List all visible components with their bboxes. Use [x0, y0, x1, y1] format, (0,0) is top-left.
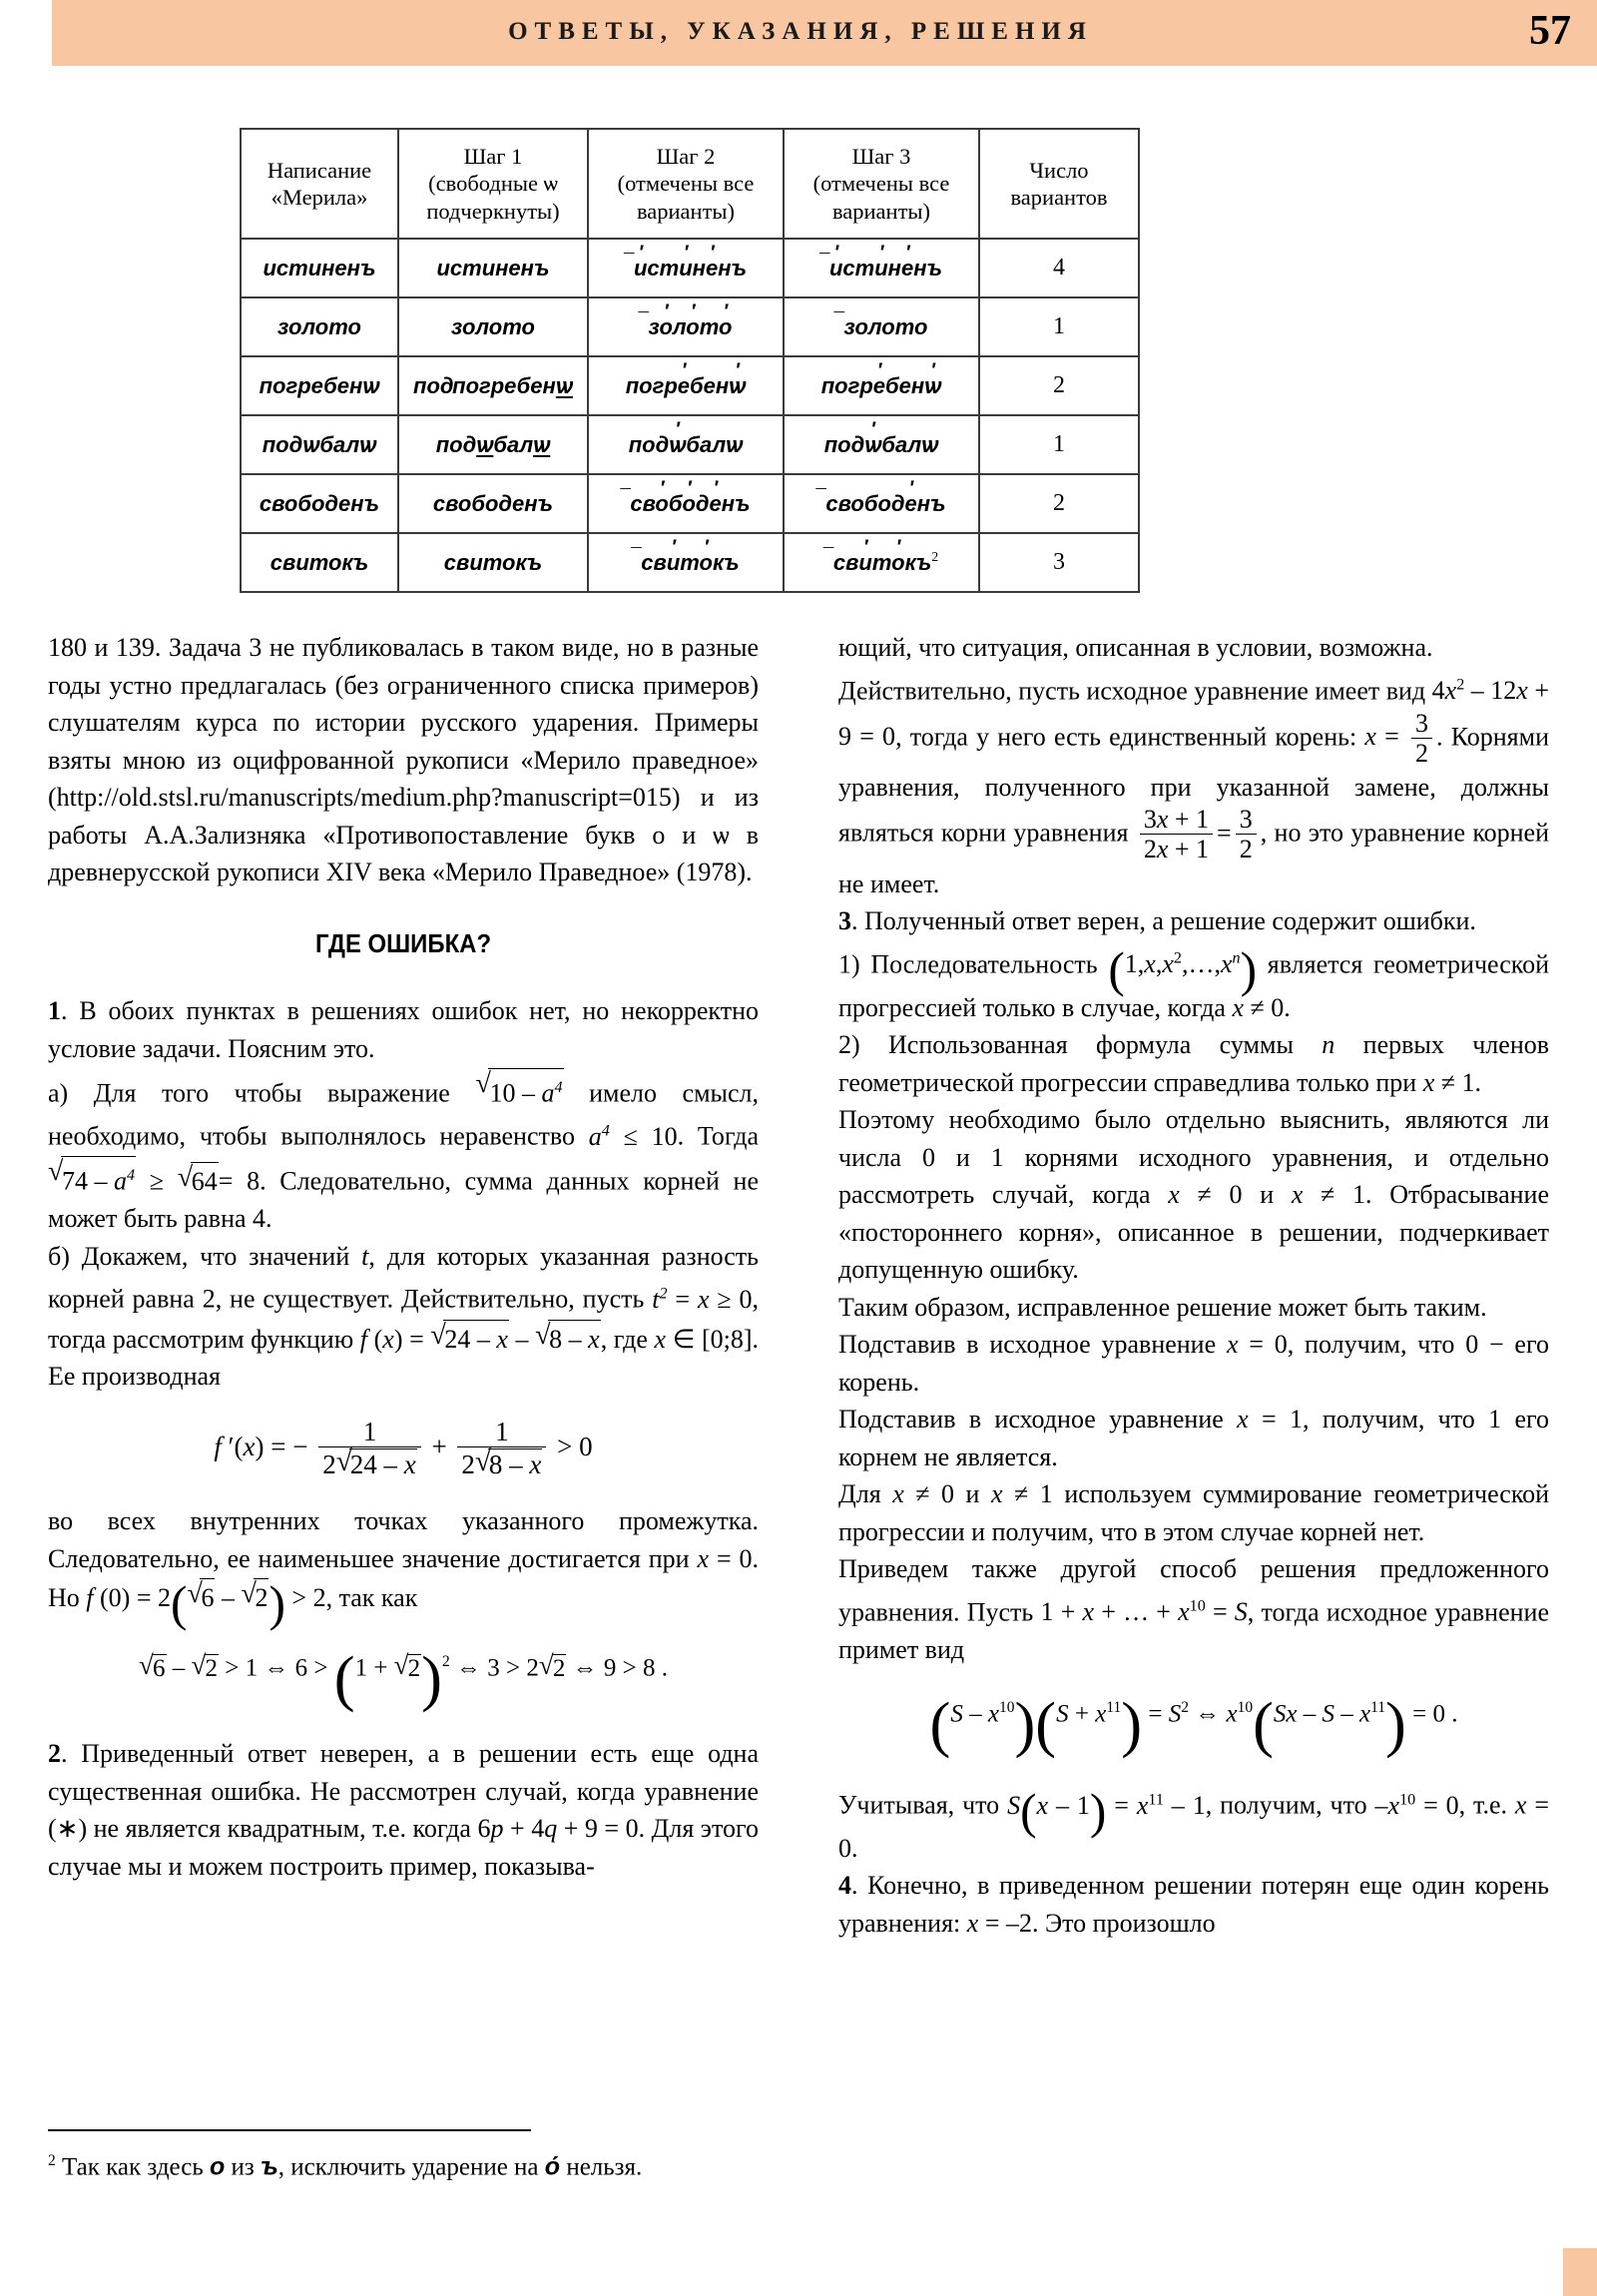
numerator: 1	[362, 1416, 377, 1446]
cell-step2: погре ′бенѡ ′	[588, 356, 784, 415]
item-number: 3	[838, 906, 851, 936]
cell-step2: подѡ ′балѡ	[588, 415, 784, 474]
cell-step3: погре ′бенѡ ′	[784, 356, 979, 415]
text-run: , получим, что 0 − его корень.	[838, 1330, 1549, 1397]
fraction-equation	[1136, 805, 1261, 864]
numerator: 3	[1415, 708, 1429, 738]
text-run: , получим, что	[1205, 1790, 1367, 1820]
footnote	[48, 2142, 759, 2185]
x-value: x = 0	[838, 1790, 1550, 1863]
paragraph-substitute-0	[838, 1326, 1549, 1401]
header-line: варианты)	[636, 198, 736, 224]
cell-form: погребенѡ	[241, 356, 398, 415]
sequence-expression: $(1,x,x^2,\dots,x^n)$	[1108, 942, 1258, 998]
text-run: , т.е.	[1458, 1790, 1508, 1820]
cell-step1: подѡбалѡ	[398, 415, 588, 474]
glyph-yer: ъ	[261, 2152, 278, 2181]
cell-form: свитокъ	[241, 533, 398, 592]
text-run: , тогда рассмотрим функцию	[48, 1285, 759, 1354]
text-run: . Но	[48, 1543, 759, 1613]
cell-count: 2	[979, 474, 1139, 533]
text-run: является геометрической прогрессией только в случае, когда	[838, 949, 1550, 1022]
text-run: = 8	[218, 1166, 261, 1196]
text-run: а) Для того чтобы выражение	[48, 1078, 450, 1108]
table-row	[241, 356, 1139, 415]
text-run: . Следовательно, сумма данных корней не может быть равна 4.	[48, 1166, 760, 1234]
fraction	[318, 1417, 420, 1479]
text-run: , так как	[325, 1583, 418, 1613]
page-header-band	[52, 0, 1597, 66]
text-run: во всех внутренних точках указанного промежутка. Следовательно, ее наименьшее значение достигается при	[48, 1506, 759, 1573]
text-run: Для	[838, 1479, 881, 1509]
relation: ⇔ 3 > 2	[456, 1654, 539, 1682]
cell-step1: свободенъ	[398, 474, 588, 533]
equation-chain: √ 6 – √ 2 > 1 ⇔ 6 > (1 + √ 2)$^2$ ⇔ 3 > 2 √ 2 ⇔ 9 > 8 .	[48, 1644, 759, 1713]
header-line: варианты)	[831, 198, 931, 224]
paragraph-considering	[838, 1781, 1549, 1867]
quadratic-condition: 6p + 4q + 9 = 0	[477, 1814, 639, 1844]
cell-step2: ¯ зо ′ло ′то ′	[588, 297, 784, 356]
footnote-separator-rule	[48, 2129, 531, 2131]
equation-big-product: $(S - x^{10})(S + x^{11}) = S^2$ ⇔ $x^{10}(Sx - S - x^{11}) = 0$ .	[929, 1689, 1458, 1760]
text-run: . Это произошло	[1032, 1908, 1216, 1938]
item-body: . Конечно, в приведенном решении потерян еще один корень уравнения:	[838, 1871, 1549, 1938]
cell-step3: ¯ золото	[784, 297, 979, 356]
glyph-o-accented: о́	[544, 2152, 561, 2181]
cell-step2: ¯ сво ′бо ′де ′нъ	[588, 474, 784, 533]
cell-form: истиненъ	[241, 239, 398, 297]
paragraph-thus: Таким образом, исправленное решение может быть таким.	[838, 1292, 1487, 1322]
header-line: Шаг 1	[463, 143, 523, 169]
table-header-cell-step3	[784, 129, 979, 239]
header-line: Написание	[266, 157, 372, 183]
relation: ⇔ 9 > 8	[572, 1654, 656, 1682]
x-value: x = 0	[697, 1543, 753, 1573]
left-text-column	[48, 629, 759, 1885]
function-definition: f (x) = √ 24 – x – √ 8 – x	[360, 1325, 601, 1354]
text-run: . Тогда	[677, 1121, 759, 1151]
page-corner-decoration	[1563, 2248, 1597, 2296]
table-header-row	[241, 129, 1139, 239]
cell-form: свободенъ	[241, 474, 398, 533]
denominator: 2	[1236, 834, 1257, 863]
text-run: из	[225, 2153, 262, 2181]
relation: > 0	[557, 1431, 593, 1461]
mirilo-variants-table	[240, 128, 1140, 593]
header-line: «Мерила»	[270, 185, 368, 210]
text-run: используем суммирование геометрической прогрессии и получим, что в этом случае корней нет.	[838, 1479, 1550, 1546]
quadratic-equation: $4x^2 - 12x + 9 = 0$	[838, 676, 1549, 752]
single-root: x = $\frac{3}{2}$	[1364, 722, 1436, 751]
table-row	[241, 474, 1139, 533]
header-line: (свободные ѡ	[428, 171, 558, 197]
item-number: 1	[48, 996, 61, 1025]
header-line: (отмечены все	[617, 171, 755, 197]
paragraph-after-derivative	[48, 1502, 759, 1631]
result-equation: $-x^{10} = 0$	[1374, 1790, 1459, 1820]
text-run: . Ее производная	[48, 1324, 759, 1392]
text-run: . Корнями уравнения, полученного при указанной замене, должны являться корни уравнения	[838, 722, 1549, 848]
answer-item-3-sub1	[838, 940, 1549, 1026]
page-number: 57	[1529, 8, 1571, 54]
header-line: Шаг 3	[851, 143, 911, 169]
cell-step2: ¯ и ′сти ′не ′нъ	[588, 239, 784, 297]
text-run: 1) Последовательность	[838, 949, 1098, 979]
text-run: и	[965, 1479, 980, 1509]
operator: +	[431, 1431, 447, 1461]
cell-count: 2	[979, 356, 1139, 415]
table-header-cell-step2	[588, 129, 784, 239]
relation: =	[1217, 818, 1232, 848]
footnote-ref: 2	[931, 549, 939, 565]
cell-count: 4	[979, 239, 1139, 297]
header-line: вариантов	[1010, 185, 1108, 210]
condition: x ≠ 0	[892, 1479, 955, 1509]
text-run: , получим, что 1 его корнем не является.	[838, 1405, 1549, 1471]
table-row	[241, 297, 1139, 356]
paragraph-substitute-1	[838, 1401, 1549, 1475]
cell-count: 1	[979, 415, 1139, 474]
sum-definition: 1 + x + … + $x^{10} = S$	[1040, 1597, 1248, 1627]
relation-symbol: ≥	[149, 1166, 165, 1196]
text-run: имело смысл, необходимо, чтобы выполнялось неравенство	[48, 1078, 760, 1151]
answer-item-2	[48, 1735, 759, 1885]
cell-count: 1	[979, 297, 1139, 356]
glyph-o: о	[210, 2152, 226, 2181]
inequality: $a^4 \le 10$	[588, 1121, 678, 1151]
paragraph-indeed	[838, 667, 1549, 903]
condition: x ≠ 1	[1422, 1067, 1475, 1097]
substitution: $t^2 = x \ge 0$	[652, 1285, 753, 1315]
cell-step3: ¯ и ′сти ′не ′нъ	[784, 239, 979, 297]
item-body: . Полученный ответ верен, а решение содержит ошибки.	[851, 906, 1476, 936]
text-run: .	[851, 1833, 858, 1863]
domain: x ∈ [0;8]	[654, 1324, 753, 1354]
text-run: Учитывая, что	[838, 1790, 1000, 1820]
math-variable: n	[1322, 1030, 1335, 1060]
table-row	[241, 239, 1139, 297]
denominator: 2 √ 8 – x	[457, 1446, 546, 1479]
cell-step2: ¯ сви ′то ′къ	[588, 533, 784, 592]
paragraph-therefore	[838, 1101, 1549, 1289]
cell-count: 3	[979, 533, 1139, 592]
paragraph-for-conditions	[838, 1475, 1549, 1550]
text-run: , но это уравнение корней не имеет.	[838, 818, 1550, 898]
cell-step1: золото	[398, 297, 588, 356]
cell-step1: подпогребенѡ	[398, 356, 588, 415]
paragraph-another-method	[838, 1550, 1549, 1668]
text-run: , тогда исходное уравнение примет вид	[838, 1597, 1550, 1664]
text-run: , исключить ударение на	[277, 2153, 545, 2181]
denominator: 2 √ 24 – x	[318, 1446, 420, 1479]
text-run: б) Докажем, что значений	[48, 1241, 350, 1271]
answer-item-1	[48, 992, 759, 1067]
footnote-marker: 2	[48, 2152, 56, 2169]
text-run: нельзя.	[560, 2153, 643, 2181]
page-title: ОТВЕТЫ, УКАЗАНИЯ, РЕШЕНИЯ	[508, 18, 1093, 45]
text-run: , тогда у него есть единственный корень:	[895, 722, 1357, 752]
item-body: . В обоих пунктах в решениях ошибок нет, но некорректно условие задачи. Поясним это.	[48, 996, 759, 1063]
text-run: , где	[600, 1324, 648, 1354]
table-row	[241, 533, 1139, 592]
answer-item-1b	[48, 1238, 759, 1396]
radical-expression: √ 64	[178, 1161, 219, 1201]
table-header-cell-count	[979, 129, 1139, 239]
item-body: . Приведенный ответ неверен, а в решении есть еще одна существенная ошибка. Не рассмотрен случай, когда уравнение (∗) не является квадратным, т.е. когда	[48, 1739, 759, 1844]
fraction	[457, 1417, 546, 1479]
text-run: . Для этого случае мы и можем построить пример, показыва-	[48, 1814, 759, 1881]
numerator: 1	[495, 1416, 509, 1446]
header-line: подчеркнуты)	[426, 198, 560, 224]
answer-item-3-sub2	[838, 1026, 1549, 1101]
table-header-cell-form	[241, 129, 398, 239]
cell-form: подѡбалѡ	[241, 415, 398, 474]
operator: ⇔	[1195, 1700, 1221, 1728]
f0-value: f (0) = 2( √ 6 – √ 2) > 2	[86, 1583, 325, 1612]
item-number: 4	[838, 1871, 851, 1901]
text-run: первых членов геометрической прогрессии справедлива только при	[838, 1030, 1550, 1097]
cell-form: золото	[241, 297, 398, 356]
condition: x ≠ 1	[1291, 1180, 1366, 1210]
item-number: 2	[48, 1739, 61, 1769]
text-run: Подставив в исходное уравнение	[838, 1405, 1224, 1435]
relation: = 0 .	[1412, 1700, 1458, 1728]
section-heading-where-is-the-error: ГДЕ ОШИБКА?	[314, 927, 492, 958]
text-run: .	[1284, 992, 1291, 1022]
condition: x ≠ 0	[1232, 992, 1285, 1022]
condition: x ≠ 0	[1168, 1180, 1243, 1210]
header-line: Число	[1029, 157, 1089, 183]
denominator: 2	[1411, 738, 1432, 768]
text-run: Так как здесь	[55, 2153, 211, 2181]
math-variable: t	[361, 1241, 369, 1271]
cell-step1: свитокъ	[398, 533, 588, 592]
identity: $S(x - 1) = x^{11} - 1$	[1007, 1783, 1206, 1839]
cell-step1: истиненъ	[398, 239, 588, 297]
x-value: x = 1	[1237, 1405, 1304, 1435]
relation: > 1 ⇔ 6 >	[225, 1654, 328, 1682]
x-value: x = 0	[1226, 1330, 1288, 1360]
radical-expression: √ $74 - a^4$	[48, 1155, 136, 1200]
cell-step3: подѡ ′балѡ	[784, 415, 979, 474]
right-text-column	[838, 629, 1549, 1942]
answer-item-1a	[48, 1067, 759, 1238]
table-row	[241, 415, 1139, 474]
text-run: Подставив в исходное уравнение	[838, 1330, 1217, 1360]
denominator: 2x + 1	[1140, 834, 1213, 863]
lost-root: x = –2	[966, 1908, 1032, 1938]
answer-item-3	[838, 902, 1549, 940]
numerator: 3	[1239, 805, 1253, 835]
paragraph-source-note: 180 и 139. Задача 3 не публиковалась в таком виде, но в разные годы устно предлагалась (без ограниченного списка примеров) слушателям курса по истории русского ударения. Примеры взяты мною из оцифрованной рукописи «Мерило праведное» (http://old.stsl.ru/manuscripts/medium.php?manuscript=015) и из работы А.А.Зализняка «Противопоставление букв о и ѡ в древнерусской рукописи XIV века «Мерило Праведное» (1978).	[48, 633, 759, 886]
condition: x ≠ 1	[990, 1479, 1053, 1509]
text-run: Приведем также другой способ решения предложенного уравнения. Пусть	[838, 1554, 1549, 1627]
cell-step3: ¯ свободе ′нъ	[784, 474, 979, 533]
text-run: Поэтому необходимо было отдельно выяснить, являются ли числа 0 и 1 корнями исходного уравнения, и отдельно рассмотреть случай, когда	[838, 1105, 1549, 1210]
text-run: , для которых указанная разность корней равна 2, не существует. Действительно, пусть	[48, 1241, 760, 1315]
text-run: . Отбрасывание «постороннего корня», описанное в решении, подчеркивает допущенную ошибку.	[838, 1180, 1549, 1285]
cell-step3: ¯ сви ′то ′къ$^2$	[784, 533, 979, 592]
header-line: Шаг 2	[656, 143, 716, 169]
header-line: (отмечены все	[812, 171, 950, 197]
equation-derivative: f ′(x) = − $\frac{1}{2 √ 24 - x}$ + $\frac{1}{2 √ 8 - x}$ > 0	[48, 1418, 759, 1480]
table-header-cell-step1	[398, 129, 588, 239]
numerator: 3x + 1	[1143, 805, 1210, 835]
text-run: .	[1474, 1067, 1482, 1097]
radical-expression: √ $10 - a^4$	[475, 1067, 563, 1112]
answer-item-4	[838, 1867, 1549, 1942]
paragraph-continuation: ющий, что ситуация, описанная в условии, возможна.	[838, 633, 1433, 662]
text-run: 2) Использованная формула суммы	[838, 1030, 1294, 1060]
text-run: и	[1260, 1180, 1275, 1210]
text-run: Действительно, пусть исходное уравнение имеет вид	[838, 676, 1426, 706]
